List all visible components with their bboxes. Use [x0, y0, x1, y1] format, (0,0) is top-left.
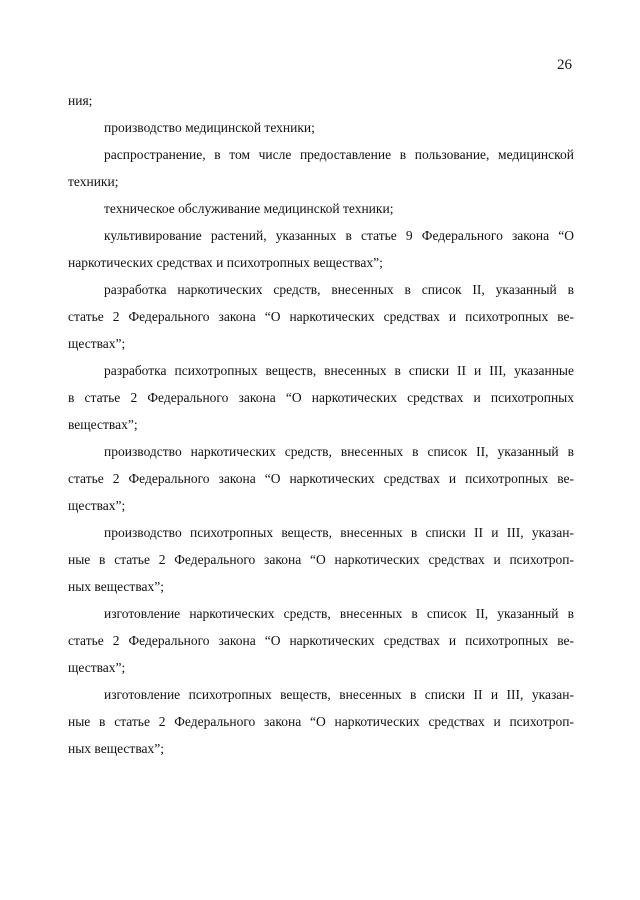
text-line: изготовление наркотических средств, внесенных в список II, указанный в [104, 606, 574, 621]
text-line: разработка психотропных веществ, внесенных в списки II и III, указанные [104, 363, 574, 378]
text-line: техническое обслуживание медицинской техники; [104, 201, 394, 216]
text-line: ществах”; [68, 498, 126, 513]
document-body [68, 87, 574, 762]
paragraph [68, 600, 574, 681]
page-number: 26 [557, 57, 572, 73]
text-line: культивирование растений, указанных в статье 9 Федерального закона “О [104, 228, 574, 243]
paragraph [68, 87, 574, 114]
paragraph [68, 681, 574, 762]
paragraph [68, 357, 574, 438]
text-line: ные в статье 2 Федерального закона “О наркотических средствах и психотроп- [68, 714, 574, 729]
text-line: разработка наркотических средств, внесенных в список II, указанный в [104, 282, 574, 297]
text-line: производство психотропных веществ, внесенных в списки II и III, указан- [104, 525, 574, 540]
paragraph [68, 114, 574, 141]
text-line: веществах”; [68, 417, 138, 432]
paragraph [68, 519, 574, 600]
text-line: ных веществах”; [68, 741, 165, 756]
text-line: наркотических средствах и психотропных веществах”; [68, 255, 383, 270]
text-line: техники; [68, 174, 119, 189]
text-line: в статье 2 Федерального закона “О наркотических средствах и психотропных [68, 390, 574, 405]
paragraph [68, 222, 574, 276]
text-line: производство медицинской техники; [104, 120, 315, 135]
text-line: изготовление психотропных веществ, внесенных в списки II и III, указан- [104, 687, 574, 702]
text-line: ния; [68, 93, 93, 108]
text-line: ные в статье 2 Федерального закона “О наркотических средствах и психотроп- [68, 552, 574, 567]
text-line: производство наркотических средств, внесенных в список II, указанный в [104, 444, 574, 459]
paragraph [68, 141, 574, 195]
text-line: ных веществах”; [68, 579, 165, 594]
text-line: статье 2 Федерального закона “О наркотических средствах и психотропных ве- [68, 471, 574, 486]
paragraph [68, 195, 574, 222]
paragraph [68, 276, 574, 357]
text-line: распространение, в том числе предоставление в пользование, медицинской [104, 147, 574, 162]
text-line: ществах”; [68, 660, 126, 675]
text-line: статье 2 Федерального закона “О наркотических средствах и психотропных ве- [68, 633, 574, 648]
text-line: статье 2 Федерального закона “О наркотических средствах и психотропных ве- [68, 309, 574, 324]
text-line: ществах”; [68, 336, 126, 351]
paragraph [68, 438, 574, 519]
